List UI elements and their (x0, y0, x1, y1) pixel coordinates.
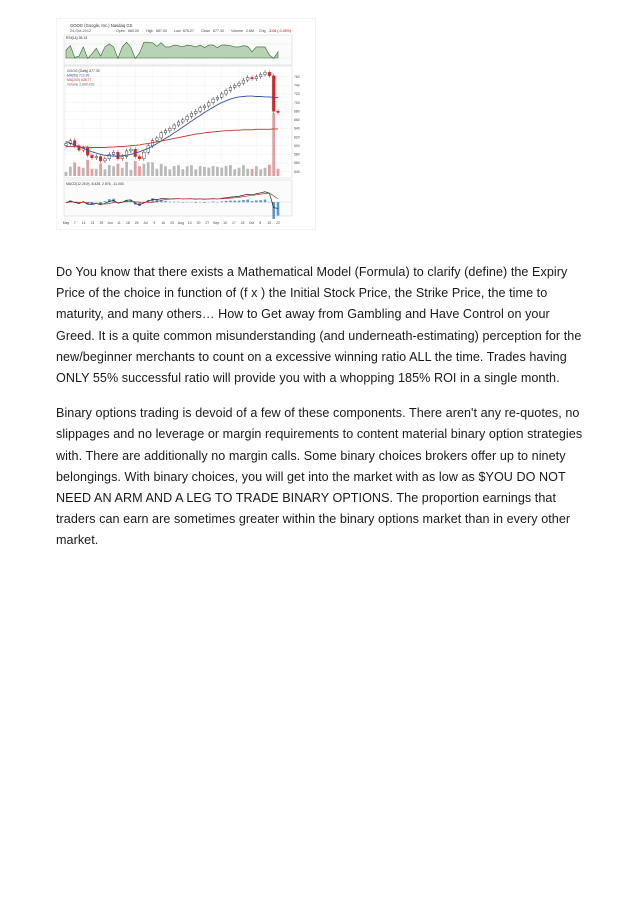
volume-bar (99, 164, 102, 177)
candle-body (117, 152, 120, 158)
macd-bar (229, 201, 232, 203)
x-tick-label: 18 (125, 221, 130, 225)
x-tick-label: 27 (205, 221, 210, 225)
candle-body (108, 154, 111, 158)
x-tick-label: 22 (276, 221, 280, 225)
x-tick-label: 24 (240, 221, 245, 225)
candle-body (225, 90, 228, 93)
price-legend-ma200: MA(200) 638.77 (67, 78, 92, 82)
volume-bar (242, 165, 245, 176)
high-value: 687.00 (156, 29, 167, 33)
candle-body (212, 99, 215, 102)
candle-body (233, 85, 236, 87)
volume-bar (69, 167, 72, 176)
x-tick-label: 8 (259, 221, 262, 225)
chart-title: GOOG (Google, Inc.) Nasdaq GS (70, 23, 133, 28)
macd-bar (233, 201, 236, 203)
y-tick-label: 600 (294, 143, 300, 148)
x-tick-label: Jul (143, 221, 148, 225)
candle-body (207, 103, 210, 106)
volume-bar (151, 162, 154, 176)
macd-bar (177, 202, 180, 203)
candle-body (138, 157, 141, 159)
open-label: Open (116, 29, 125, 33)
y-tick-label: 640 (294, 126, 300, 131)
candle-body (164, 131, 167, 133)
macd-bar (220, 201, 223, 202)
volume-bar (65, 172, 68, 176)
price-legend-volume: Volume 2,606,420 (67, 82, 95, 87)
macd-bar (277, 202, 280, 216)
macd-bar (182, 202, 185, 203)
volume-bar (91, 169, 94, 176)
macd-bar (194, 202, 197, 203)
candle-body (143, 152, 146, 158)
price-panel (64, 66, 300, 178)
price-legend-goog: GOOG (Daily) 677.30 (67, 69, 100, 73)
macd-bar (259, 200, 262, 202)
candle-body (104, 159, 107, 161)
volume-bar (147, 162, 150, 176)
x-tick-label: 9 (153, 221, 156, 225)
x-tick-label: 16 (161, 221, 166, 225)
candle-body (242, 80, 245, 83)
volume-bar (108, 165, 111, 176)
stock-chart (56, 18, 316, 230)
candle-body (194, 111, 197, 113)
rsi-legend: RSI(14) 35.13 (66, 36, 88, 40)
candle-body (160, 133, 163, 138)
candle-body (190, 113, 193, 116)
macd-bar (264, 200, 267, 203)
candle-body (156, 138, 159, 141)
volume-bar (233, 169, 236, 176)
volume-bar (225, 166, 228, 176)
candle-body (251, 78, 254, 79)
macd-bar (138, 202, 141, 206)
volume-bar (268, 165, 271, 176)
volume-bar (277, 169, 280, 176)
volume-bar (134, 161, 137, 176)
high-label: High (146, 29, 154, 33)
volume-bar (246, 169, 249, 176)
candle-body (277, 111, 280, 112)
x-tick-label: Jun (107, 221, 113, 225)
open-value: 680.00 (128, 29, 139, 33)
macd-bar (238, 201, 241, 203)
candle-body (246, 78, 249, 81)
candle-body (268, 72, 271, 75)
low-label: Low (174, 29, 181, 33)
volume-bar (238, 168, 241, 176)
x-tick-label: 15 (267, 221, 272, 225)
y-tick-label: 720 (294, 92, 300, 97)
candle-body (177, 122, 180, 125)
volume-bar (212, 166, 215, 176)
macd-bar (242, 200, 245, 202)
x-tick-label: 20 (196, 221, 201, 225)
macd-bar (255, 200, 258, 202)
candle-body (199, 108, 202, 111)
y-tick-label: 540 (294, 169, 300, 174)
volume-bar (125, 162, 128, 176)
x-tick-label: 21 (90, 221, 95, 225)
price-legend-ma50: MA(50) 712.39 (67, 73, 90, 78)
candle-body (216, 97, 219, 99)
close-value: 677.30 (213, 29, 224, 33)
macd-bar (225, 201, 228, 202)
volume-bar (160, 164, 163, 176)
candle-body (121, 157, 124, 159)
volume-bar (117, 164, 120, 176)
macd-bar (203, 202, 206, 203)
volume-bar (138, 166, 141, 176)
candle-body (220, 94, 223, 97)
volume-bar (216, 167, 219, 176)
volume-label: Volume (231, 29, 243, 33)
chg-value: -3.06 (-0.45%) (268, 29, 291, 33)
volume-bar (142, 164, 145, 176)
x-tick-label: 14 (81, 221, 86, 225)
macd-bar (212, 201, 215, 202)
y-tick-label: 580 (294, 152, 300, 157)
macd-legend: MACD(12,26,9) -8.428, 2.576, -11.003 (66, 182, 124, 186)
y-tick-label: 740 (294, 83, 300, 88)
volume-bar (259, 169, 262, 176)
x-tick-label: Oct (248, 221, 255, 225)
y-tick-label: 700 (294, 100, 300, 105)
x-tick-label: 25 (134, 221, 139, 225)
volume-value: 2.6M (246, 29, 254, 33)
x-tick-label: 10 (223, 221, 227, 225)
candle-body (203, 106, 206, 108)
x-tick-label: May (62, 221, 70, 225)
macd-bar (164, 201, 167, 202)
candle-body (259, 74, 262, 76)
paragraph-1: Do You know that there exists a Mathematical Model (Formula) to clarify (define) the Expiry Price of the choice in function of (f x ) the Initial Stock Price, the Strike Price, the time to maturity, and many others… How to Get away from Gambling and Have Control on your Greed. It is a quite common misunderstanding (and underneath-estimating) perception for the new/beginner merchants to count on a excessive winning ratio ALL the time. Trades having ONLY 55% successful ratio will provide you with a whopping 185% ROI in a single month. (56, 265, 582, 386)
y-tick-label: 760 (294, 74, 300, 79)
volume-bar (104, 169, 107, 176)
candle-body (130, 149, 133, 151)
candle-body (255, 77, 258, 79)
volume-bar (194, 169, 197, 176)
x-tick-label: Aug (177, 221, 184, 225)
article-body (56, 262, 592, 566)
y-tick-label: 560 (294, 161, 300, 166)
candle-body (264, 72, 267, 74)
y-tick-label: 620 (294, 135, 300, 140)
chart-date: 24-Oct-2012 (70, 29, 92, 33)
candle-body (182, 120, 185, 122)
volume-bar (207, 168, 210, 176)
volume-bar (251, 169, 254, 176)
macd-bar (173, 202, 176, 203)
candle-body (186, 116, 189, 119)
volume-bar (173, 166, 176, 176)
candle-body (272, 76, 275, 111)
volume-bar (186, 166, 189, 176)
x-tick-label: 7 (73, 221, 76, 225)
low-value: 676.27 (183, 29, 194, 33)
macd-bar (169, 202, 172, 203)
x-tick-label: 13 (187, 221, 192, 225)
candle-body (169, 128, 172, 130)
x-tick-label: 29 (99, 221, 104, 225)
volume-bar (73, 162, 76, 176)
candle-body (95, 157, 98, 158)
macd-bar (104, 201, 107, 202)
rsi-panel (64, 35, 292, 65)
volume-bar (255, 166, 258, 176)
volume-bar (272, 113, 275, 176)
y-tick-label: 680 (294, 109, 300, 114)
volume-bar (78, 167, 81, 177)
volume-bar (264, 168, 267, 176)
stock-chart-figure (56, 18, 316, 230)
y-tick-label: 660 (294, 118, 300, 123)
candle-body (112, 152, 115, 154)
volume-bar (190, 165, 193, 176)
macd-bar (251, 201, 254, 202)
volume-bar (177, 165, 180, 176)
volume-bar (112, 166, 115, 176)
candle-body (229, 87, 232, 90)
volume-bar (203, 167, 206, 176)
volume-bar (82, 168, 85, 176)
candle-body (99, 157, 102, 161)
volume-bar (86, 160, 89, 176)
macd-panel (64, 180, 292, 219)
macd-bar (246, 200, 249, 203)
x-tick-label: 11 (117, 221, 121, 225)
x-tick-label: 23 (170, 221, 174, 225)
volume-bar (199, 166, 202, 176)
close-label: Close (201, 29, 211, 33)
volume-bar (95, 169, 98, 176)
chg-label: Chg (259, 29, 266, 33)
x-tick-label: Sep (213, 221, 220, 225)
candle-body (86, 148, 89, 155)
volume-bar (220, 168, 223, 176)
volume-bar (229, 165, 232, 176)
volume-bar (155, 169, 158, 176)
x-tick-label: 17 (231, 221, 236, 225)
paragraph-2: Binary options trading is devoid of a few of these components. There aren't any re-quotes, no slippages and no leverage or margin requirements to content material binary option strategies with. There are additionally no margin calls. Some binary choices brokers offer up to ninety belongings. With binary choices, you will get into the market with as low as $YOU DO NOT NEED AN ARM AND A LEG TO TRADE BINARY OPTIONS. The proportion earnings that traders can earn are sometimes greater within the binary options market than in every other market. (56, 406, 583, 548)
volume-bar (121, 168, 124, 176)
volume-bar (164, 166, 167, 176)
volume-bar (181, 169, 184, 176)
candle-body (65, 144, 68, 146)
candle-body (173, 125, 176, 128)
volume-bar (168, 169, 171, 176)
candle-body (238, 83, 241, 85)
volume-bar (129, 170, 132, 176)
candle-body (91, 155, 94, 158)
